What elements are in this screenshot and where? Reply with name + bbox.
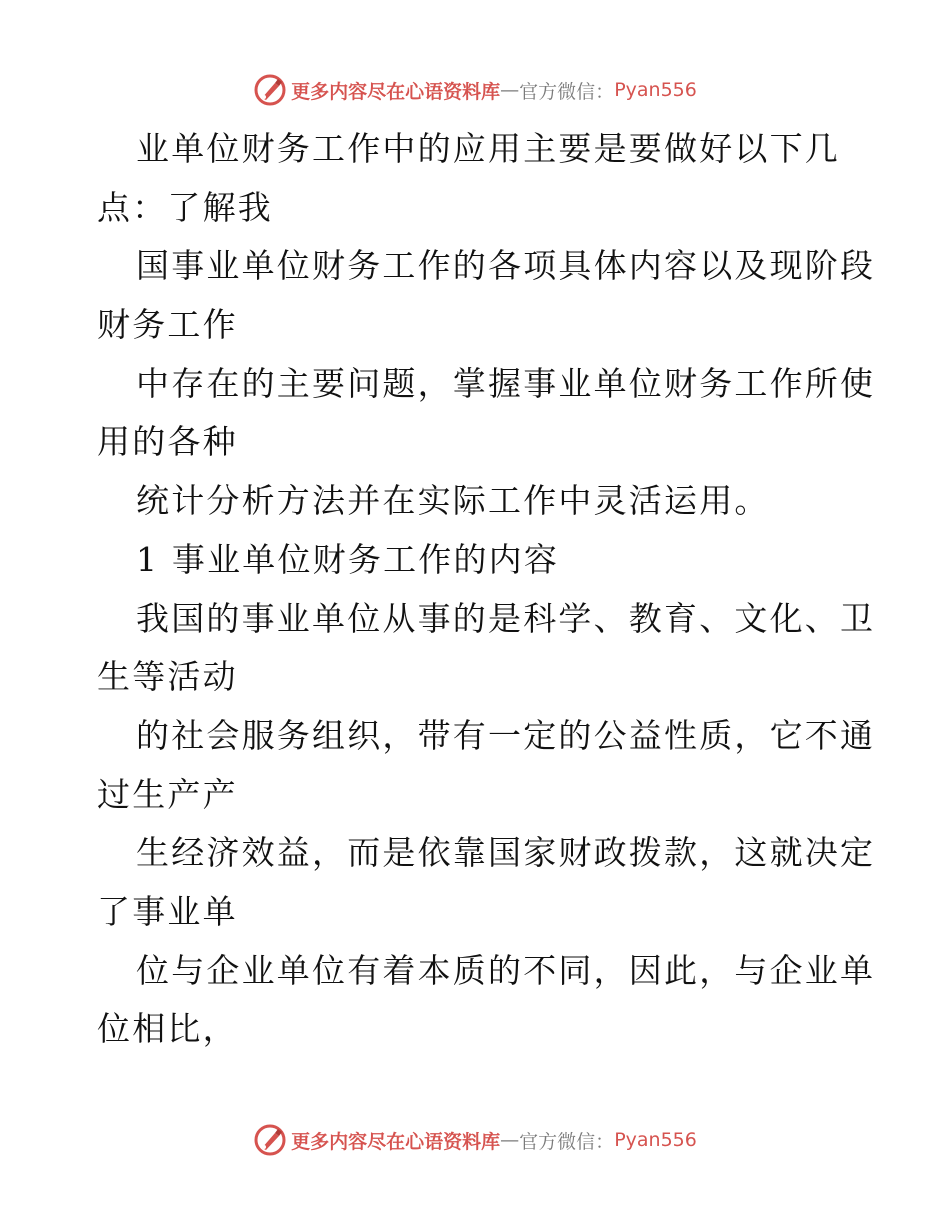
body-line: 业单位财务工作中的应用主要是要做好以下几: [136, 129, 840, 168]
watermark-sub-text: 官方微信：: [519, 80, 615, 103]
document-body: [97, 120, 876, 1059]
body-line: 的社会服务组织，带有一定的公益性质，它不通: [136, 715, 876, 755]
body-line: 点：了解我: [97, 187, 273, 227]
pen-seal-icon: [253, 1123, 287, 1157]
watermark-wechat-id: Pyan556: [614, 1129, 697, 1151]
footer-watermark: [0, 1120, 950, 1160]
body-line: 生等活动: [97, 657, 238, 697]
section-heading: 1 事业单位财务工作的内容: [136, 539, 560, 579]
body-line: 生经济效益，而是依靠国家财政拨款，这就决定: [136, 833, 876, 873]
body-line: 我国的事业单位从事的是科学、教育、文化、卫: [136, 598, 876, 638]
body-line: 财务工作: [97, 305, 238, 345]
pen-seal-icon: [253, 73, 287, 107]
watermark-dash: —: [500, 79, 520, 101]
body-line: 国事业单位财务工作的各项具体内容以及现阶段: [136, 246, 876, 286]
watermark-dash: —: [500, 1129, 520, 1151]
watermark-main-text: 更多内容尽在心语资料库: [291, 1130, 501, 1153]
body-line: 了事业单: [97, 891, 238, 931]
watermark-wechat-id: Pyan556: [614, 79, 697, 101]
body-line: 过生产产: [97, 774, 238, 814]
body-line: 用的各种: [97, 422, 238, 462]
body-line: 中存在的主要问题，掌握事业单位财务工作所使: [136, 363, 876, 403]
body-line: 位相比，: [97, 1009, 238, 1049]
header-watermark: [0, 70, 950, 110]
watermark-main-text: 更多内容尽在心语资料库: [291, 80, 501, 103]
body-line: 统计分析方法并在实际工作中灵活运用。: [136, 481, 770, 521]
watermark-sub-text: 官方微信：: [519, 1130, 615, 1153]
body-line: 位与企业单位有着本质的不同，因此，与企业单: [136, 950, 876, 990]
